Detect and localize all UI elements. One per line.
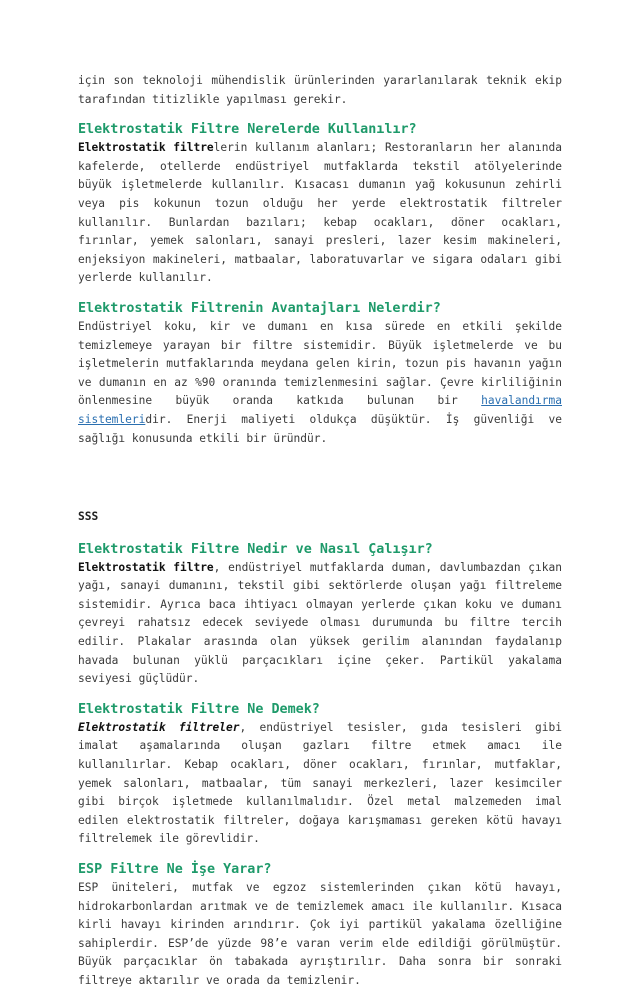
paragraph-where-used [78, 139, 562, 288]
paragraph-text: lerin kullanım alanları; Restoranların her alanında kafelerde, otellerde endüstriyel mutfaklarda tekstil atölyelerinde büyük işletmelerde kullanılır. Kısacası dumanın yağ kokusunun zehirli veya pis kokunun tozun olduğu her yerde elektrostatik filtreler kullanılır. Bunlardan bazıları; kebap ocakları, döner ocakları, fırınlar, yemek salonları, sanayi presleri, lazer kesim makineleri, enjeksiyon makineleri, matbaalar, laboratuvarlar ve sigara odaları gibi yerlerde kullanılır. [78, 141, 562, 285]
paragraph-esp: ESP üniteleri, mutfak ve egzoz sistemlerinden çıkan kötü havayı, hidrokarbonlardan arıtmak ve de temizlemek amacı ile kullanılır. Kısaca kirli havayı kirinden arındırır. Çok iyi partikül yakalama özelliğine sahiplerdir. ESP’de yüzde 98’e varan verim elde edildiği görülmüştür. Büyük parçacıklar ön tabakada ayrıştırılır. Daha sonra bir sonraki filtreye aktarılır ve orada da temizlenir. [78, 881, 562, 987]
heading-advantages: Elektrostatik Filtrenin Avantajları Nelerdir? [78, 300, 441, 316]
paragraph-text: Endüstriyel koku, kir ve dumanı en kısa sürede en etkili şekilde temizlemeye yarayan bir filtre sistemidir. Büyük işletmelerde ve bu işletmelerin mutfaklarında meydana gelen kirin, tozun pis havanın yağın ve dumanın en az %90 oranında temizlenmesini sağlar. Çevre kirliliğinin önlenmesine büyük oranda katkıda bulunan bir [78, 319, 562, 408]
faq-label: SSS [78, 510, 99, 524]
paragraph-text: , endüstriyel tesisler, gıda tesisleri gibi imalat aşamalarında oluşan gazları filtre etmek amacı ile kullanılırlar. Kebap ocakları, döner ocakları, fırınlar, mutfaklar, yemek salonları, matbaalar, tüm sanayi merkezleri, lazer kesimciler gibi birçok işletmede kullanılmalıdır. Özel metal malzemeden imal edilen elektrostatik filtreler, doğaya karışmaması gereken kötü havayı filtrelemek ile görevlidir. [78, 720, 563, 846]
paragraph-meaning [78, 719, 562, 849]
intro-paragraph: için son teknoloji mühendislik ürünlerinden yararlanılarak teknik ekip tarafından titizlikle yapılması gerekir. [78, 74, 562, 106]
paragraph-advantages [78, 318, 562, 448]
bold-term: Elektrostatik filtre [78, 141, 214, 155]
heading-what-is: Elektrostatik Filtre Nedir ve Nasıl Çalışır? [78, 541, 433, 557]
heading-where-used: Elektrostatik Filtre Nerelerde Kullanılır? [78, 122, 417, 138]
paragraph-text: dir. Enerji maliyeti oldukça düşüktür. İş güvenliği ve sağlığı konusunda etkili bir üründür. [78, 412, 562, 445]
bold-italic-term: Elektrostatik filtreler [78, 720, 240, 734]
document-page [78, 72, 562, 991]
bold-term: Elektrostatik filtre [78, 560, 214, 574]
paragraph-text: , endüstriyel mutfaklarda duman, davlumbazdan çıkan yağı, sanayi dumanını, tekstil gibi sektörlerde oluşan yağı filtreleme sistemidir. Ayrıca baca ihtiyacı olmayan yerlerde çıkan koku ve dumanı çevreyi rahatsız edecek seviyede olması durumunda bu filtre tercih edilir. Plakalar arasında olan yüksek gerilim alanından faydalanıp havada bulunan yüklü parçacıkları içine çeker. Partikül yakalama seviyesi güçlüdür. [78, 560, 562, 686]
paragraph-what-is [78, 559, 562, 689]
ventilation-systems-link[interactable]: havalandırma sistemleri [78, 394, 562, 426]
heading-meaning: Elektrostatik Filtre Ne Demek? [78, 701, 320, 717]
heading-esp: ESP Filtre Ne İşe Yarar? [78, 862, 272, 877]
